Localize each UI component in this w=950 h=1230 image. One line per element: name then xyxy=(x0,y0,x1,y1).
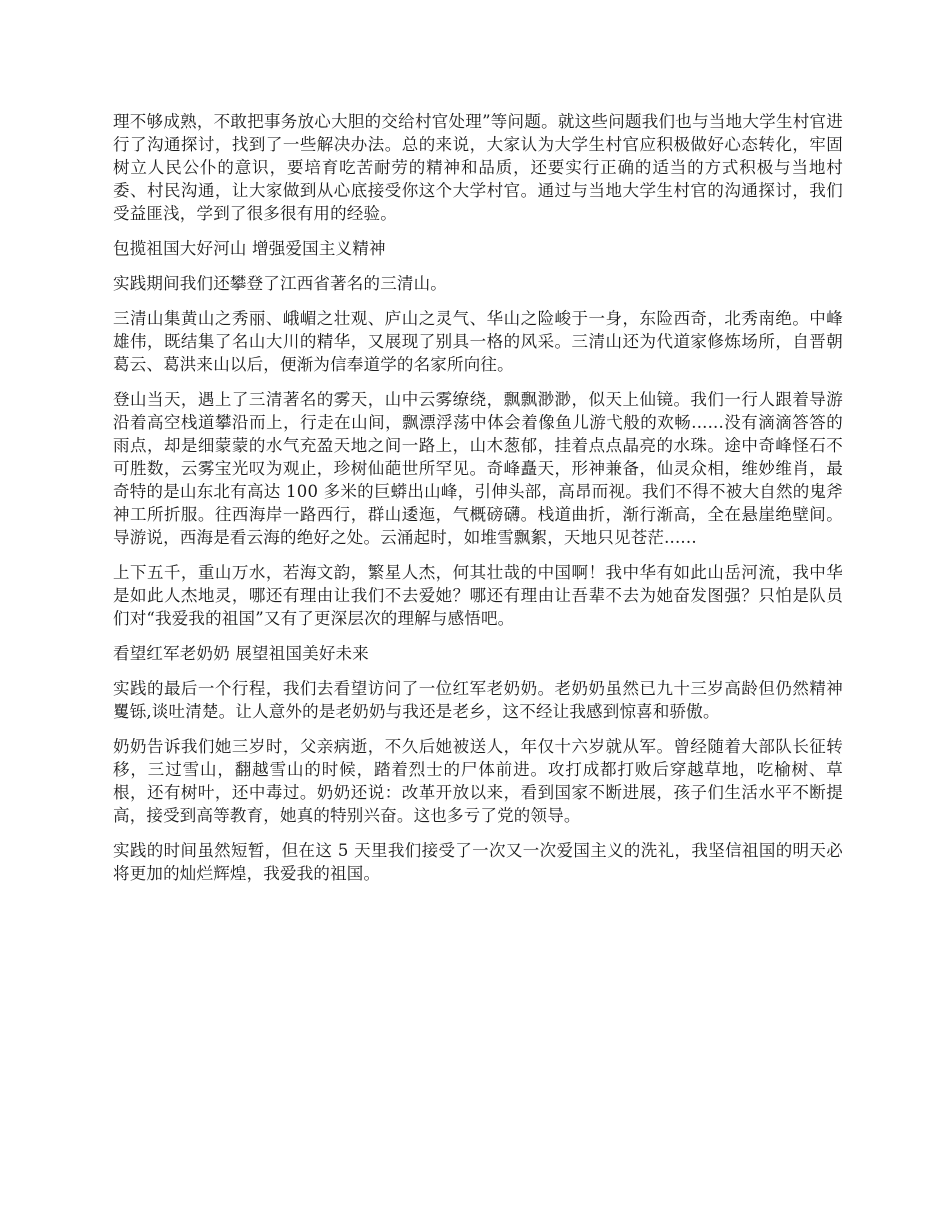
paragraph-grandma-visit: 实践的最后一个行程，我们去看望访问了一位红军老奶奶。老奶奶虽然已九十三岁高龄但仍然精神矍铄,谈吐清楚。让人意外的是老奶奶与我还是老乡，这不经让我感到惊喜和骄傲。 xyxy=(113,679,843,721)
document-page xyxy=(113,110,843,897)
paragraph-conclusion: 实践的时间虽然短暂，但在这 5 天里我们接受了一次又一次爱国主义的洗礼，我坚信祖国的明天必将更加的灿烂辉煌，我爱我的祖国。 xyxy=(113,841,843,883)
paragraph-village-official-discussion: 理不够成熟，不敢把事务放心大胆的交给村官处理”等问题。就这些问题我们也与当地大学生村官进行了沟通探讨，找到了一些解决办法。总的来说，大家认为大学生村官应积极做好心态转化，牢固树立人民公仆的意识，要培育吃苦耐劳的精神和品质，还要实行正确的适当的方式积极与当地村委、村民沟通，让大家做到从心底接受你这个大学村官。通过与当地大学生村官的沟通探讨，我们受益匪浅，学到了很多很有用的经验。 xyxy=(113,112,843,223)
paragraph-sanqing-intro: 实践期间我们还攀登了江西省著名的三清山。 xyxy=(113,274,447,293)
paragraph-china-praise: 上下五千，重山万水，若海文韵，繁星人杰，何其壮哉的中国啊！我中华有如此山岳河流，我中华是如此人杰地灵，哪还有理由让我们不去爱她？哪还有理由让吾辈不去为她奋发图强？只怕是队员们对“我爱我的祖国”又有了更深层次的理解与感悟吧。 xyxy=(113,563,843,628)
paragraph-sanqing-description: 三清山集黄山之秀丽、峨嵋之壮观、庐山之灵气、华山之险峻于一身，东险西奇，北秀南绝。中峰雄伟，既结集了名山大川的精华，又展现了别具一格的风采。三清山还为代道家修炼场所，自晋朝葛云、葛洪来山以后，便渐为信奉道学的名家所向往。 xyxy=(113,309,843,374)
paragraph-grandma-story: 奶奶告诉我们她三岁时，父亲病逝，不久后她被送人，年仅十六岁就从军。曾经随着大部队长征转移，三过雪山，翻越雪山的时候，踏着烈士的尸体前进。攻打成都打败后穿越草地，吃榆树、草根，还有树叶，还中毒过。奶奶还说：改革开放以来，看到国家不断进展，孩子们生活水平不断提高，接受到高等教育，她真的特别兴奋。这也多亏了党的领导。 xyxy=(113,737,843,825)
paragraph-climbing-day: 登山当天，遇上了三清著名的雾天，山中云雾缭绕，飘飘渺渺，似天上仙镜。我们一行人跟着导游沿着高空栈道攀沿而上，行走在山间，飘漂浮荡中体会着像鱼儿游弋般的欢畅......没有滴滴答答的雨点，却是细蒙蒙的水气充盈天地之间一路上，山木葱郁，挂着点点晶亮的水珠。途中奇峰怪石不可胜数，云雾宝光叹为观止，珍树仙葩世所罕见。奇峰矗天，形神兼备，仙灵众相，维妙维肖，最奇特的是山东北有高达 100 多米的巨蟒出山峰，引伸头部，高昂而视。我们不得不被大自然的鬼斧神工所折服。往西海岸一路西行，群山逶迤，气概磅礴。栈道曲折，渐行渐高，全在悬崖绝壁间。导游说，西海是看云海的绝好之处。云涌起时，如堆雪飘絮，天地只见苍茫...... xyxy=(113,390,843,547)
section-heading-red-army-grandma: 看望红军老奶奶 展望祖国美好未来 xyxy=(113,644,369,663)
section-heading-rivers-mountains: 包揽祖国大好河山 增强爱国主义精神 xyxy=(113,239,386,258)
